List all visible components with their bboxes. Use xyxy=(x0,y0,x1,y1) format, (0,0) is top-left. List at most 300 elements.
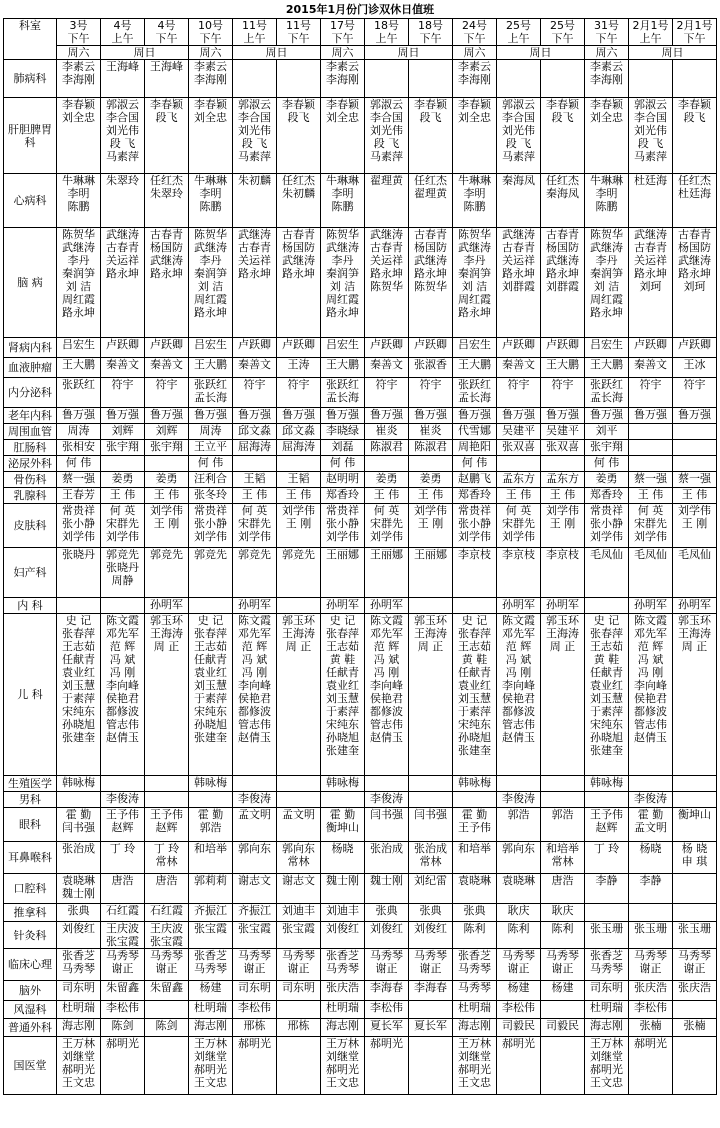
duty-cell: 张典 xyxy=(409,904,453,922)
table-row xyxy=(4,1037,717,1095)
duty-cell: 张楠 xyxy=(629,1019,673,1037)
duty-cell: 李松伟 xyxy=(365,1001,409,1019)
duty-cell: 杨晓 xyxy=(629,842,673,874)
duty-cell: 王 伟 xyxy=(365,488,409,504)
duty-cell: 蔡一强 xyxy=(629,472,673,488)
date-label: 31号 xyxy=(594,19,619,32)
date-header xyxy=(145,19,189,46)
date-label: 17号 xyxy=(330,19,355,32)
duty-cell: 张香芝 马秀琴 xyxy=(585,949,629,981)
duty-cell: 王海峰 xyxy=(145,60,189,98)
period-label: 上午 xyxy=(111,32,134,45)
duty-cell xyxy=(629,60,673,98)
duty-cell: 郭淑云 李合国 刘光伟 段 飞 马素萍 xyxy=(629,98,673,174)
duty-cell xyxy=(629,424,673,440)
duty-cell: 郑香玲 xyxy=(321,488,365,504)
duty-cell xyxy=(585,904,629,922)
duty-cell: 郭玉环 王海涛 周 正 xyxy=(145,614,189,776)
duty-cell: 郭玉环 王海涛 周 正 xyxy=(277,614,321,776)
duty-cell: 符宇 xyxy=(541,378,585,408)
duty-cell: 刘迪丰 xyxy=(321,904,365,922)
duty-cell: 牛琳琳 李明 陈鹏 xyxy=(57,174,101,228)
duty-cell: 常贵祥 张小静 刘学伟 xyxy=(453,504,497,548)
date-label: 25号 xyxy=(550,19,575,32)
duty-cell xyxy=(57,598,101,614)
duty-cell: 唐浩 xyxy=(541,874,585,904)
duty-cell: 李春颖 刘全忠 xyxy=(585,98,629,174)
duty-cell: 周涛 xyxy=(189,424,233,440)
duty-cell: 马秀琴 谢正 xyxy=(673,949,717,981)
duty-cell: 耿庆 xyxy=(497,904,541,922)
dept-name: 老年内科 xyxy=(4,408,57,424)
duty-cell: 陈淑君 xyxy=(365,440,409,456)
dept-name: 口腔科 xyxy=(4,874,57,904)
duty-cell: 张香芝 马秀琴 xyxy=(321,949,365,981)
period-label: 下午 xyxy=(683,32,706,45)
duty-cell: 陈贺华 武继涛 李丹 秦润笋 刘 洁 周红霞 路永坤 xyxy=(585,228,629,338)
duty-cell: 卢跃卿 xyxy=(673,338,717,358)
table-row xyxy=(4,874,717,904)
duty-cell: 秦善文 xyxy=(233,358,277,378)
duty-cell: 李海春 xyxy=(365,981,409,1001)
duty-cell: 符宇 xyxy=(497,378,541,408)
duty-cell: 王万林 刘继堂 郝明光 王文忠 xyxy=(585,1037,629,1095)
duty-cell: 鲁万强 xyxy=(497,408,541,424)
dept-name: 普通外科 xyxy=(4,1019,57,1037)
duty-cell: 王万林 刘继堂 郝明光 王文忠 xyxy=(57,1037,101,1095)
duty-cell: 李京枝 xyxy=(497,548,541,598)
date-header xyxy=(233,19,277,46)
table-row xyxy=(4,808,717,842)
duty-cell: 和培举 xyxy=(453,842,497,874)
duty-cell: 和培举 常林 xyxy=(541,842,585,874)
duty-cell: 崔炎 xyxy=(365,424,409,440)
duty-cell: 郭向东 xyxy=(233,842,277,874)
duty-cell: 何 英 宋群先 刘学伟 xyxy=(629,504,673,548)
duty-cell: 武继涛 古春青 关运祥 路永坤 陈贺华 xyxy=(365,228,409,338)
duty-cell: 何 伟 xyxy=(189,456,233,472)
period-label: 上午 xyxy=(243,32,266,45)
date-header xyxy=(189,19,233,46)
table-row xyxy=(4,488,717,504)
date-label: 2月1号 xyxy=(632,19,669,32)
duty-cell xyxy=(145,776,189,792)
table-row xyxy=(4,949,717,981)
table-row xyxy=(4,456,717,472)
duty-cell: 孟文明 xyxy=(233,808,277,842)
dept-name: 肝胆脾胃科 xyxy=(4,98,57,174)
period-label: 下午 xyxy=(463,32,486,45)
duty-cell: 郭淑云 李合国 刘光伟 段 飞 马素萍 xyxy=(233,98,277,174)
weekday-header: 周六 xyxy=(57,46,101,60)
table-row xyxy=(4,504,717,548)
duty-cell: 王涛 xyxy=(277,358,321,378)
duty-cell xyxy=(497,60,541,98)
duty-cell: 张宝霞 xyxy=(233,922,277,949)
duty-cell: 杨晓 xyxy=(321,842,365,874)
duty-cell: 常贵祥 张小静 刘学伟 xyxy=(57,504,101,548)
duty-cell: 魏士刚 xyxy=(321,874,365,904)
duty-cell: 孟文明 xyxy=(277,808,321,842)
duty-cell: 闫书强 xyxy=(409,808,453,842)
date-header xyxy=(541,19,585,46)
duty-cell: 李松伟 xyxy=(497,1001,541,1019)
date-header xyxy=(321,19,365,46)
duty-cell: 李春颖 刘全忠 xyxy=(189,98,233,174)
table-row xyxy=(4,424,717,440)
duty-cell: 符宇 xyxy=(673,378,717,408)
duty-cell: 何 英 宋群先 刘学伟 xyxy=(233,504,277,548)
duty-cell: 刘辉 xyxy=(145,424,189,440)
duty-cell xyxy=(673,904,717,922)
duty-cell: 霍 勤 孟文明 xyxy=(629,808,673,842)
duty-cell: 秦善文 xyxy=(145,358,189,378)
duty-cell: 杨 晓 申 琪 xyxy=(673,842,717,874)
duty-cell: 牛琳琳 李明 陈鹏 xyxy=(321,174,365,228)
duty-cell: 李松伟 xyxy=(101,1001,145,1019)
table-row xyxy=(4,440,717,456)
duty-cell: 海志刚 xyxy=(321,1019,365,1037)
duty-cell: 韩咏梅 xyxy=(453,776,497,792)
weekday-header: 周日 xyxy=(233,46,321,60)
duty-cell: 朱翠玲 xyxy=(101,174,145,228)
duty-cell: 朱初麟 xyxy=(233,174,277,228)
period-label: 下午 xyxy=(595,32,618,45)
duty-cell: 史 记 张春萍 王志茹 黄 鞋 任献青 袁业红 刘玉慧 于素萍 宋纯东 孙晓旭 张建奎 xyxy=(321,614,365,776)
duty-cell: 郭浩 xyxy=(497,808,541,842)
duty-cell: 刘学伟 王 刚 xyxy=(145,504,189,548)
period-label: 下午 xyxy=(67,32,90,45)
duty-cell: 何 英 宋群先 刘学伟 xyxy=(497,504,541,548)
duty-cell: 石红霞 xyxy=(145,904,189,922)
duty-cell: 王 伟 xyxy=(101,488,145,504)
duty-cell: 卢跃卿 xyxy=(497,338,541,358)
duty-cell: 郭竞先 xyxy=(189,548,233,598)
duty-cell: 鲁万强 xyxy=(585,408,629,424)
duty-cell xyxy=(585,598,629,614)
period-label: 下午 xyxy=(199,32,222,45)
duty-cell: 陈贺华 武继涛 李丹 秦润笋 刘 洁 周红霞 路永坤 xyxy=(189,228,233,338)
dept-name: 肾病内科 xyxy=(4,338,57,358)
duty-cell: 赵鹏飞 xyxy=(453,472,497,488)
duty-cell: 袁晓琳 魏士刚 xyxy=(57,874,101,904)
table-row xyxy=(4,842,717,874)
duty-cell: 杨建 xyxy=(497,981,541,1001)
dept-name: 骨伤科 xyxy=(4,472,57,488)
duty-cell: 朱留鑫 xyxy=(145,981,189,1001)
duty-cell: 李素云 李海刚 xyxy=(585,60,629,98)
duty-cell: 何 伟 xyxy=(453,456,497,472)
duty-cell: 李松伟 xyxy=(629,1001,673,1019)
dept-name: 泌尿外科 xyxy=(4,456,57,472)
date-label: 11号 xyxy=(286,19,311,32)
duty-cell: 鲁万强 xyxy=(321,408,365,424)
duty-cell: 邢栋 xyxy=(233,1019,277,1037)
date-header xyxy=(365,19,409,46)
duty-cell: 史 记 张春萍 王志茹 黄 鞋 任献青 袁业红 刘玉慧 于素萍 宋纯东 孙晓旭 张建奎 xyxy=(453,614,497,776)
duty-cell: 郭竞先 xyxy=(277,548,321,598)
duty-cell: 丁 玲 常林 xyxy=(145,842,189,874)
duty-cell: 符宇 xyxy=(409,378,453,408)
duty-cell: 陈贺华 武继涛 李丹 秦润笋 刘 洁 周红霞 路永坤 xyxy=(57,228,101,338)
duty-cell: 卢跃卿 xyxy=(409,338,453,358)
duty-cell: 李俊涛 xyxy=(365,792,409,808)
duty-cell: 马秀琴 谢正 xyxy=(409,949,453,981)
duty-cell: 李静 xyxy=(585,874,629,904)
duty-cell: 张庆浩 xyxy=(321,981,365,1001)
duty-cell: 李素云 李海刚 xyxy=(57,60,101,98)
duty-cell: 耿庆 xyxy=(541,904,585,922)
table-row xyxy=(4,922,717,949)
duty-cell: 李素云 李海刚 xyxy=(189,60,233,98)
duty-cell: 司毅民 xyxy=(497,1019,541,1037)
duty-cell: 李春颖 刘全忠 xyxy=(453,98,497,174)
duty-cell: 石红霞 xyxy=(101,904,145,922)
period-label: 下午 xyxy=(419,32,442,45)
duty-cell: 陈文霞 邓先军 范 辉 冯 斌 冯 刚 李向峰 侯艳君 都修波 管志伟 赵倩玉 xyxy=(233,614,277,776)
duty-cell xyxy=(409,1037,453,1095)
duty-cell: 周艳阳 xyxy=(453,440,497,456)
duty-cell: 王 伟 xyxy=(145,488,189,504)
table-row xyxy=(4,174,717,228)
duty-cell: 刘俊红 xyxy=(365,922,409,949)
duty-cell: 陈利 xyxy=(453,922,497,949)
duty-cell: 屈海涛 xyxy=(277,440,321,456)
duty-cell xyxy=(233,60,277,98)
duty-cell: 和培举 xyxy=(189,842,233,874)
duty-cell: 韩咏梅 xyxy=(585,776,629,792)
duty-cell: 符宇 xyxy=(365,378,409,408)
duty-cell: 郭竞先 xyxy=(145,548,189,598)
duty-cell xyxy=(101,456,145,472)
dept-name: 脑 病 xyxy=(4,228,57,338)
duty-cell: 海志刚 xyxy=(585,1019,629,1037)
duty-cell: 王予伟 赵辉 xyxy=(145,808,189,842)
duty-cell: 陈淑君 xyxy=(409,440,453,456)
duty-cell: 王丽娜 xyxy=(409,548,453,598)
table-row xyxy=(4,904,717,922)
duty-cell: 任红杰 朱初麟 xyxy=(277,174,321,228)
dept-name: 皮肤科 xyxy=(4,504,57,548)
duty-cell xyxy=(277,1001,321,1019)
duty-cell xyxy=(409,456,453,472)
dept-name: 临床心理 xyxy=(4,949,57,981)
dept-name: 内分泌科 xyxy=(4,378,57,408)
date-label: 25号 xyxy=(506,19,531,32)
duty-cell: 张相安 xyxy=(57,440,101,456)
weekday-header: 周日 xyxy=(629,46,717,60)
duty-cell xyxy=(409,792,453,808)
duty-cell: 李春颖 段飞 xyxy=(541,98,585,174)
duty-cell: 武继涛 古春青 关运祥 路永坤 xyxy=(101,228,145,338)
duty-cell: 李俊涛 xyxy=(233,792,277,808)
duty-cell: 吕宏生 xyxy=(189,338,233,358)
duty-cell: 杜明瑞 xyxy=(321,1001,365,1019)
duty-cell: 陈文霞 邓先军 范 辉 冯 斌 冯 刚 李向峰 侯艳君 都修波 管志伟 赵倩玉 xyxy=(629,614,673,776)
duty-cell xyxy=(673,776,717,792)
duty-cell: 姜勇 xyxy=(145,472,189,488)
table-row xyxy=(4,792,717,808)
duty-cell: 鲁万强 xyxy=(145,408,189,424)
header-row-weekdays xyxy=(4,46,717,60)
table-row xyxy=(4,614,717,776)
duty-cell xyxy=(453,598,497,614)
duty-cell: 吕宏生 xyxy=(321,338,365,358)
duty-cell: 符宇 xyxy=(145,378,189,408)
table-row xyxy=(4,776,717,792)
duty-cell: 孙明军 xyxy=(673,598,717,614)
duty-cell: 海志刚 xyxy=(57,1019,101,1037)
duty-cell: 姜勇 xyxy=(409,472,453,488)
duty-cell: 袁晓琳 xyxy=(497,874,541,904)
duty-cell: 司东明 xyxy=(57,981,101,1001)
date-header xyxy=(585,19,629,46)
duty-cell: 蔡一强 xyxy=(57,472,101,488)
duty-cell: 牛琳琳 李明 陈鹏 xyxy=(189,174,233,228)
duty-cell: 鲁万强 xyxy=(101,408,145,424)
duty-cell: 王 伟 xyxy=(277,488,321,504)
duty-cell: 汪利合 xyxy=(189,472,233,488)
duty-cell: 王大鹏 xyxy=(321,358,365,378)
duty-cell: 张典 xyxy=(453,904,497,922)
duty-cell: 任红杰 秦海凤 xyxy=(541,174,585,228)
duty-cell: 杨建 xyxy=(541,981,585,1001)
duty-cell xyxy=(409,776,453,792)
duty-cell: 秦海凤 xyxy=(497,174,541,228)
duty-cell xyxy=(277,792,321,808)
duty-cell: 常贵祥 张小静 刘学伟 xyxy=(189,504,233,548)
duty-cell: 魏士刚 xyxy=(365,874,409,904)
duty-cell xyxy=(101,776,145,792)
duty-cell: 孙明军 xyxy=(629,598,673,614)
dept-name: 乳腺科 xyxy=(4,488,57,504)
table-row xyxy=(4,228,717,338)
duty-cell: 李静 xyxy=(629,874,673,904)
duty-cell: 张典 xyxy=(57,904,101,922)
duty-cell: 卢跃卿 xyxy=(629,338,673,358)
duty-cell: 李俊涛 xyxy=(101,792,145,808)
duty-cell: 蔡一强 xyxy=(673,472,717,488)
duty-cell: 张治成 xyxy=(57,842,101,874)
duty-cell: 齐振江 xyxy=(233,904,277,922)
dept-name: 眼科 xyxy=(4,808,57,842)
duty-cell: 马秀琴 谢正 xyxy=(233,949,277,981)
duty-cell: 屈海涛 xyxy=(233,440,277,456)
duty-cell: 古春青 杨国防 武继涛 路永坤 刘群霞 xyxy=(541,228,585,338)
duty-cell: 王韬 xyxy=(233,472,277,488)
duty-cell: 唐浩 xyxy=(101,874,145,904)
period-label: 下午 xyxy=(331,32,354,45)
duty-cell: 卢跃卿 xyxy=(145,338,189,358)
duty-cell: 张玉珊 xyxy=(585,922,629,949)
duty-cell: 王丽娜 xyxy=(365,548,409,598)
duty-cell: 张香芝 马秀琴 xyxy=(189,949,233,981)
date-label: 2月1号 xyxy=(676,19,713,32)
duty-cell: 李俊涛 xyxy=(497,792,541,808)
duty-cell: 夏长军 xyxy=(409,1019,453,1037)
duty-cell: 毛凤仙 xyxy=(629,548,673,598)
duty-cell: 卢跃卿 xyxy=(541,338,585,358)
duty-cell: 史 记 张春萍 王志茹 任献青 袁业红 刘玉慧 于素萍 宋纯东 孙晓旭 张建奎 xyxy=(189,614,233,776)
duty-cell: 郝明光 xyxy=(629,1037,673,1095)
duty-cell: 刘学伟 王 刚 xyxy=(277,504,321,548)
duty-cell: 张淑香 xyxy=(409,358,453,378)
duty-cell: 刘磊 xyxy=(321,440,365,456)
duty-cell: 卢跃卿 xyxy=(101,338,145,358)
table-row xyxy=(4,338,717,358)
duty-cell: 王大鹏 xyxy=(189,358,233,378)
duty-cell: 杜明瑞 xyxy=(57,1001,101,1019)
duty-cell: 韩咏梅 xyxy=(321,776,365,792)
dept-name: 生殖医学 xyxy=(4,776,57,792)
duty-cell: 李海春 xyxy=(409,981,453,1001)
duty-cell: 陈剑 xyxy=(145,1019,189,1037)
dept-name: 肺病科 xyxy=(4,60,57,98)
duty-cell: 鲁万强 xyxy=(629,408,673,424)
date-header xyxy=(629,19,673,46)
duty-cell xyxy=(145,792,189,808)
duty-cell: 鲁万强 xyxy=(233,408,277,424)
duty-cell xyxy=(101,598,145,614)
duty-cell xyxy=(365,776,409,792)
duty-cell: 孙明军 xyxy=(233,598,277,614)
duty-cell: 朱留鑫 xyxy=(101,981,145,1001)
date-label: 11号 xyxy=(242,19,267,32)
duty-cell: 王万林 刘继堂 郝明光 王文忠 xyxy=(453,1037,497,1095)
duty-cell: 郭浩 xyxy=(541,808,585,842)
duty-cell: 何 英 宋群先 刘学伟 xyxy=(365,504,409,548)
date-header xyxy=(57,19,101,46)
duty-cell: 张典 xyxy=(365,904,409,922)
duty-cell xyxy=(57,792,101,808)
duty-cell: 陈文霞 邓先军 范 辉 冯 斌 冯 刚 李向峰 侯艳君 都修波 管志伟 赵倩玉 xyxy=(497,614,541,776)
duty-cell: 王春芳 xyxy=(57,488,101,504)
duty-cell: 史 记 张春萍 王志茹 任献青 袁业红 刘玉慧 于素萍 宋纯东 孙晓旭 张建奎 xyxy=(57,614,101,776)
duty-cell: 刘学伟 王 刚 xyxy=(409,504,453,548)
table-row xyxy=(4,408,717,424)
duty-cell: 王大鹏 xyxy=(57,358,101,378)
duty-cell: 马秀琴 谢正 xyxy=(365,949,409,981)
duty-cell: 秦善文 xyxy=(629,358,673,378)
duty-cell: 王 伟 xyxy=(629,488,673,504)
duty-cell: 张跃红 xyxy=(57,378,101,408)
duty-cell xyxy=(629,776,673,792)
duty-cell: 谢志文 xyxy=(233,874,277,904)
duty-cell: 符宇 xyxy=(277,378,321,408)
duty-cell: 郑香玲 xyxy=(585,488,629,504)
duty-cell: 李松伟 xyxy=(233,1001,277,1019)
duty-cell: 李春颖 段飞 xyxy=(145,98,189,174)
duty-cell: 郭向东 常林 xyxy=(277,842,321,874)
page-title: 2015年1月份门诊双休日值班 xyxy=(285,3,435,16)
duty-cell: 吕宏生 xyxy=(453,338,497,358)
duty-cell: 郭玉环 王海涛 周 正 xyxy=(673,614,717,776)
duty-cell: 王 伟 xyxy=(497,488,541,504)
duty-cell: 姜勇 xyxy=(365,472,409,488)
duty-cell: 刘俊红 xyxy=(409,922,453,949)
duty-cell: 王予伟 赵辉 xyxy=(585,808,629,842)
duty-cell: 张冬玲 xyxy=(189,488,233,504)
table-row xyxy=(4,548,717,598)
duty-cell: 鲁万强 xyxy=(57,408,101,424)
duty-cell: 张跃红 孟长海 xyxy=(189,378,233,408)
weekday-header: 周日 xyxy=(101,46,189,60)
dept-name: 国医堂 xyxy=(4,1037,57,1095)
duty-cell: 夏长军 xyxy=(365,1019,409,1037)
dept-column-header: 科室 xyxy=(4,19,57,60)
duty-cell xyxy=(409,1001,453,1019)
table-row xyxy=(4,378,717,408)
